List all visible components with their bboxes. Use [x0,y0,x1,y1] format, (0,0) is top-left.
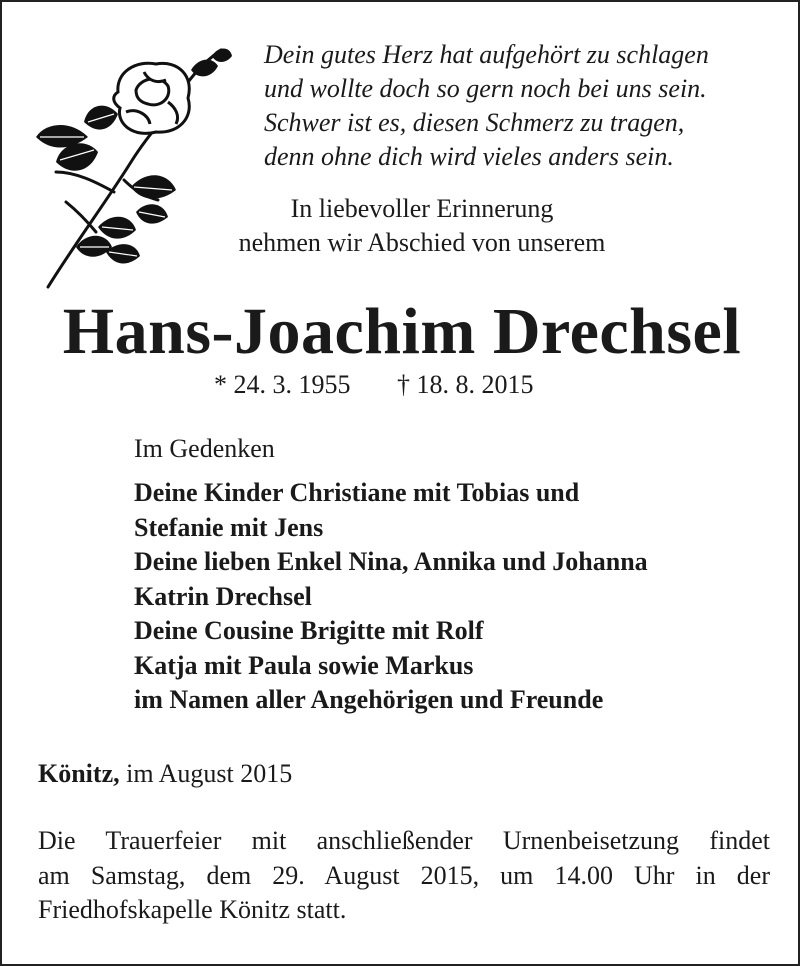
death-date: † 18. 8. 2015 [397,370,534,399]
memorial-poem [264,38,784,174]
funeral-details [38,824,770,928]
poem-line: Dein gutes Herz hat aufgehört zu schlagen [264,40,709,69]
memory-line: In liebevoller Erinnerung [290,194,554,223]
mourner-line: Deine Kinder Christiane mit Tobias und [134,478,580,507]
place-date [38,757,292,791]
gedenken-heading: Im Gedenken [134,434,275,463]
funeral-line: Die Trauerfeier mit anschließender Urnenbeisetzung findet [38,826,770,855]
memory-line: nehmen wir Abschied von unserem [238,228,606,257]
birth-date: * 24. 3. 1955 [214,370,351,399]
poem-line: denn ohne dich wird vieles anders sein. [264,142,674,171]
memory-text [182,192,662,260]
poem-line: und wollte doch so gern noch bei uns sein. [264,74,707,103]
deceased-name: Hans-Joachim Drechsel [62,295,742,368]
mourner-line: Deine lieben Enkel Nina, Annika und Johanna [134,547,648,576]
mourner-line: Katrin Drechsel [134,581,312,611]
mourner-line: Stefanie mit Jens [134,512,324,542]
life-dates [214,368,534,402]
town: Könitz, [38,759,120,788]
mourner-line: Katja mit Paula sowie Markus [134,650,474,680]
funeral-line: Friedhofskapelle Könitz statt. [38,895,347,924]
mourners-list [134,476,648,718]
poem-line: Schwer ist es, diesen Schmerz zu tragen, [264,108,685,137]
mourner-line: Deine Cousine Brigitte mit Rolf [134,616,484,645]
notice-date: im August 2015 [126,759,293,788]
mourner-line: im Namen aller Angehörigen und Freunde [134,685,604,714]
funeral-line: am Samstag, dem 29. August 2015, um 14.00 Uhr in der [38,860,770,890]
